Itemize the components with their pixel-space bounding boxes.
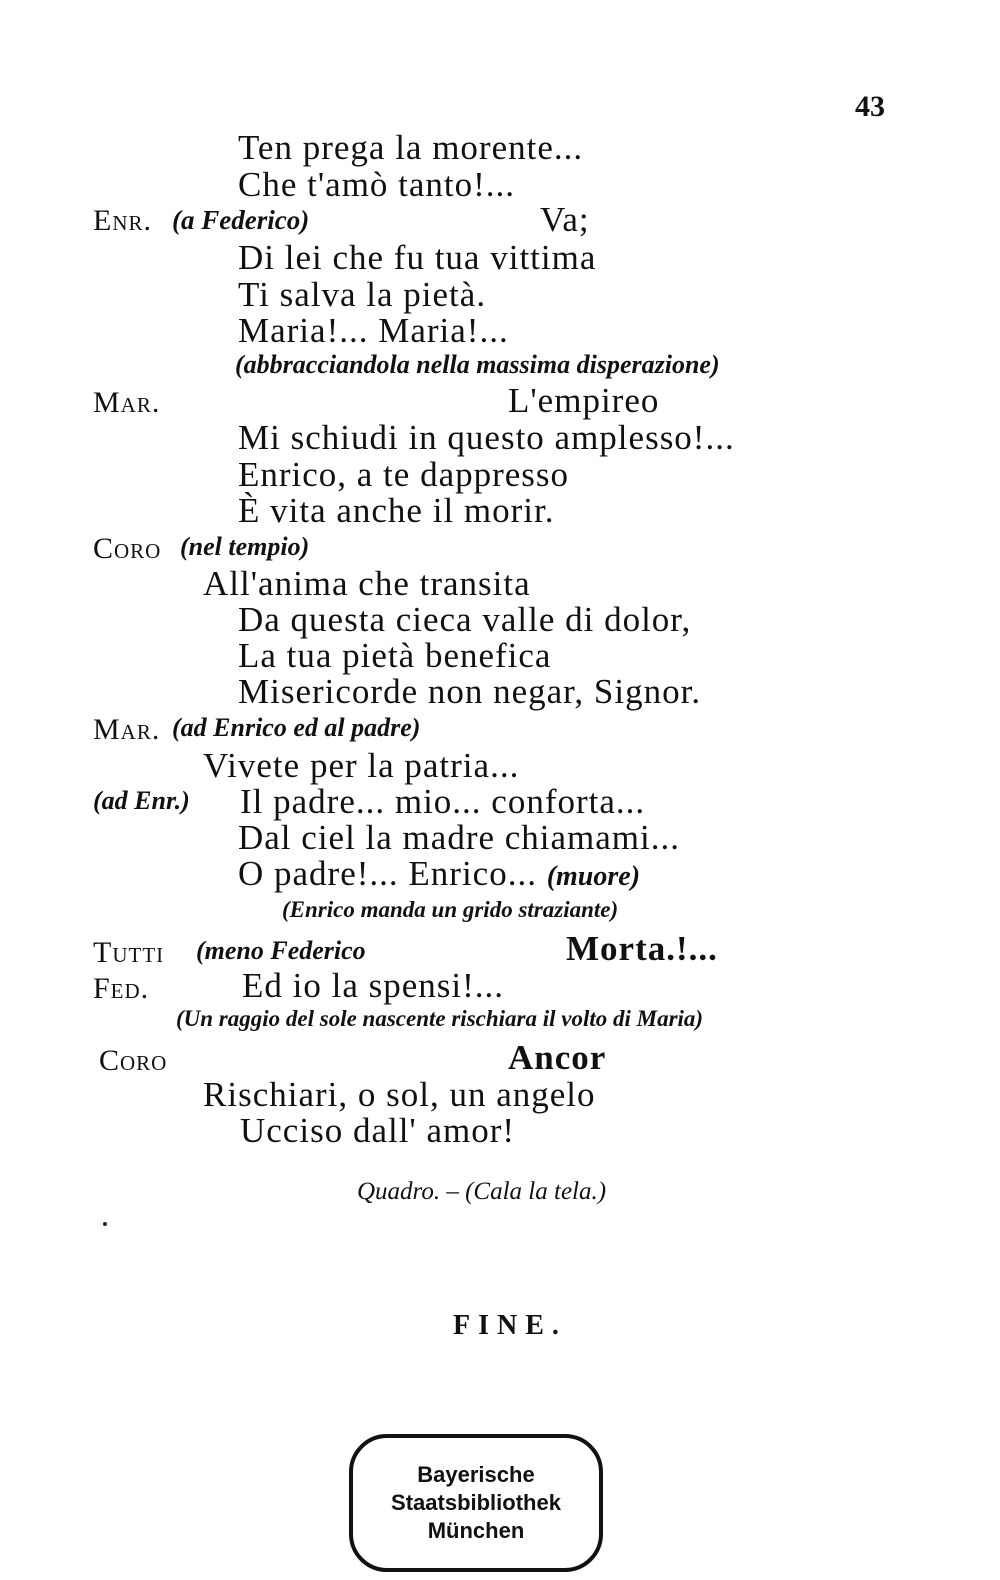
print-speck: [103, 1222, 107, 1226]
speaker-label: Mar.: [93, 386, 161, 419]
verse-line: Mi schiudi in questo amplesso!...: [238, 418, 735, 457]
speaker-label: Coro: [99, 1044, 168, 1077]
verse-line: È vita anche il morir.: [238, 491, 555, 530]
speaker-label: Tutti: [93, 936, 165, 969]
stage-direction: (meno Federico: [196, 936, 366, 965]
verse-line: [238, 854, 640, 894]
stage-direction: (muore): [546, 861, 641, 892]
verse-line: Ti salva la pietà.: [238, 275, 487, 314]
stamp-line: Staatsbibliothek: [391, 1490, 561, 1515]
verse-line: Maria!... Maria!...: [238, 311, 509, 350]
verse-line: Ten prega la morente...: [238, 128, 584, 167]
speaker-label: Coro: [93, 532, 162, 565]
verse-line: Rischiari, o sol, un angelo: [203, 1075, 596, 1114]
end-marker: FINE.: [453, 1310, 567, 1341]
stage-direction: (abbracciandola nella massima disperazione): [235, 350, 720, 379]
page-number: 43: [855, 90, 885, 123]
speaker-label: Mar.: [93, 713, 161, 746]
stage-direction: (a Federico): [172, 205, 310, 235]
verse-line: Ed io la spensi!...: [242, 966, 505, 1005]
verse-line: Enrico, a te dappresso: [238, 455, 570, 494]
stage-direction: (nel tempio): [180, 532, 310, 561]
stamp-line: Bayerische: [417, 1462, 535, 1487]
verse-line: Da questa cieca valle di dolor,: [238, 600, 692, 639]
verse-line: Dal ciel la madre chiamami...: [238, 818, 681, 857]
speaker-label: Enr.: [93, 204, 152, 237]
closing-stage-direction: Quadro. – (Cala la tela.): [357, 1178, 607, 1205]
verse-line: Va;: [540, 200, 590, 239]
verse-line: Misericorde non negar, Signor.: [238, 672, 702, 711]
verse-line: All'anima che transita: [203, 564, 531, 603]
verse-line: Il padre... mio... conforta...: [240, 782, 646, 821]
verse-text: O padre!... Enrico...: [238, 854, 537, 893]
stamp-line: München: [427, 1518, 525, 1543]
verse-line: Vivete per la patria...: [203, 746, 520, 785]
stage-direction: (Enrico manda un grido straziante): [282, 897, 619, 922]
stage-direction: (Un raggio del sole nascente rischiara il volto di Maria): [176, 1006, 704, 1031]
verse-line: Che t'amò tanto!...: [238, 165, 516, 204]
verse-line: Di lei che fu tua vittima: [238, 238, 597, 277]
stage-direction: (ad Enr.): [93, 786, 190, 815]
library-stamp: [349, 1434, 603, 1572]
speaker-label: Fed.: [93, 972, 150, 1005]
verse-line: Morta.!...: [566, 929, 718, 968]
verse-line: Ancor: [508, 1038, 607, 1077]
verse-line: L'empireo: [508, 381, 660, 420]
verse-line: Ucciso dall' amor!: [240, 1111, 516, 1150]
stage-direction: (ad Enrico ed al padre): [172, 713, 421, 742]
verse-line: La tua pietà benefica: [238, 636, 552, 675]
